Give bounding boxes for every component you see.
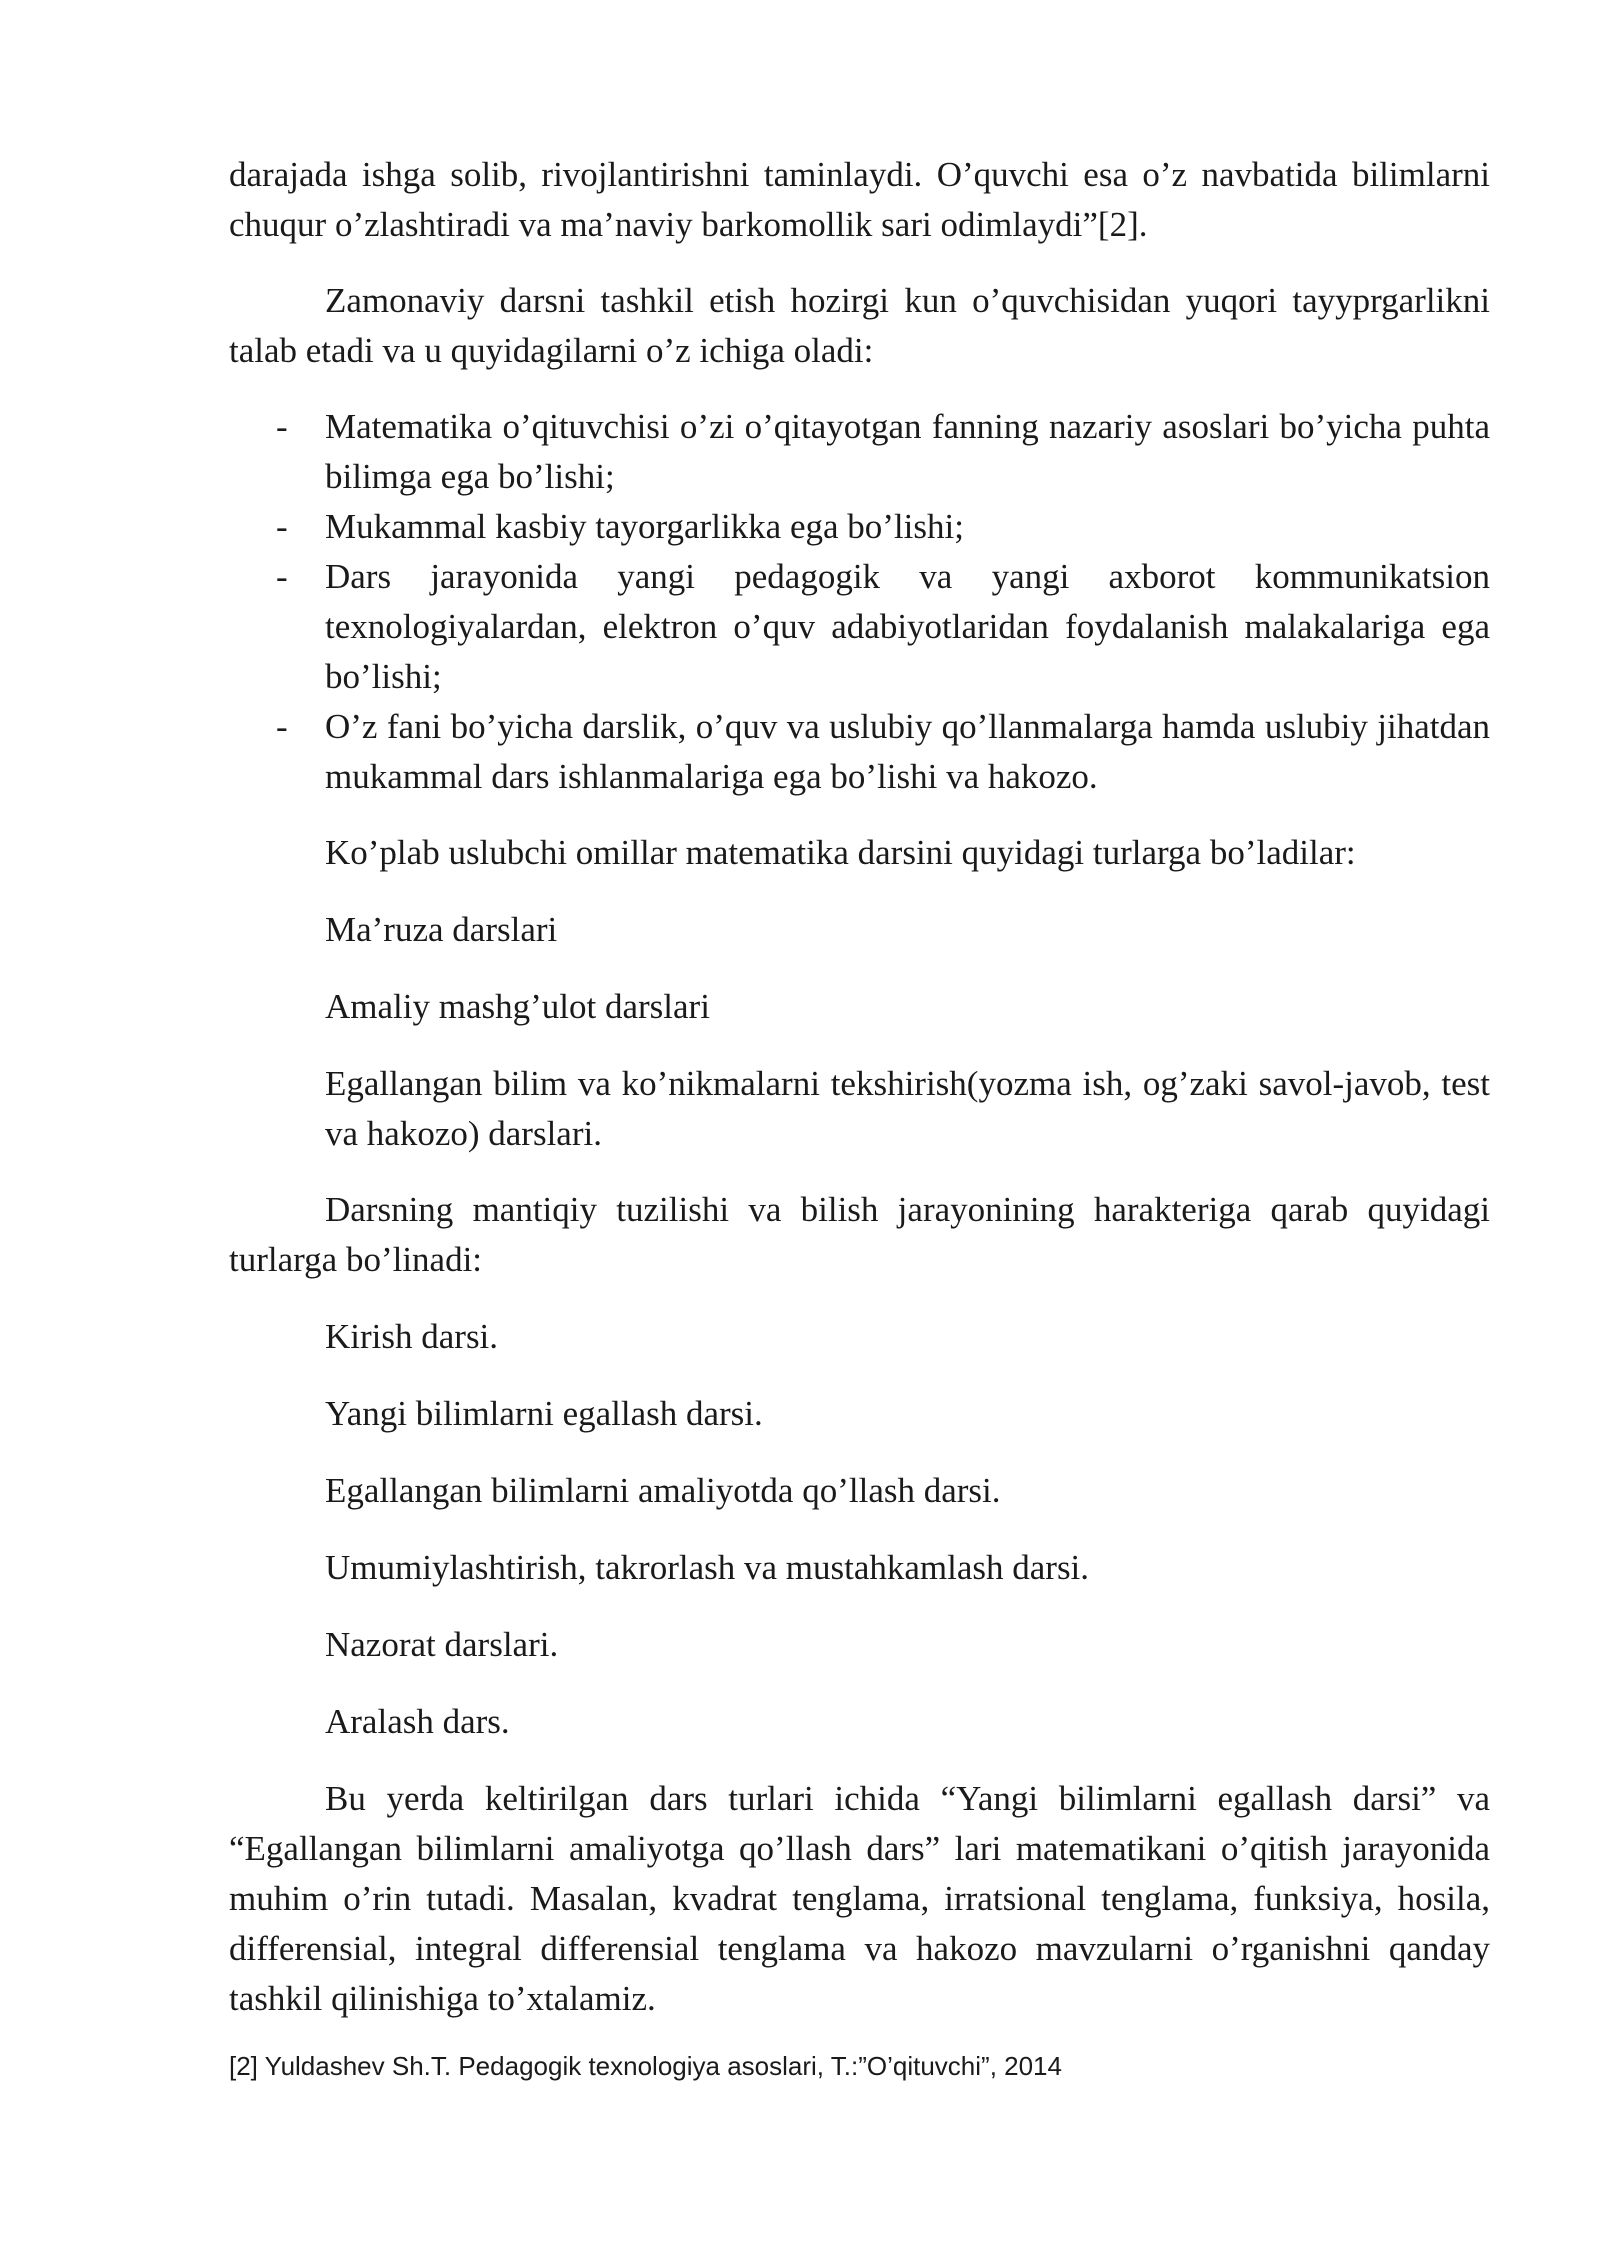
paragraph-continuation: darajada ishga solib, rivojlantirishni taminlaydi. O’quvchi esa o’z navbatida bilimlarni chuqur o’zlashtiradi va ma’naviy barkomollik sari odimlaydi”[2]. [229,155,1490,244]
list-item: Dars jarayonida yangi pedagogik va yangi axborot kommunikatsion texnologiyalardan, elektron o’quv adabiyotlaridan foydalanish malakalariga ega bo’lishi; [325,557,1490,696]
paragraph-modern-lesson: Zamonaviy darsni tashkil etish hozirgi kun o’quvchisidan yuqori tayyprgarlikni talab etadi va u quyidagilarni o’z ichiga oladi: [229,281,1490,370]
lesson-type-item: Amaliy mashg’ulot darslari [325,987,710,1026]
structure-type-item: Umumiylashtirish, takrorlash va mustahkamlash darsi. [325,1548,1090,1587]
lesson-type-item: Egallangan bilim va ko’nikmalarni tekshirish(yozma ish, og’zaki savol-javob, test va hakozo) darslari. [325,1064,1490,1153]
paragraph-conclusion: Bu yerda keltirilgan dars turlari ichida “Yangi bilimlarni egallash darsi” va “Egallangan bilimlarni amaliyotga qo’llash dars” lari matematikani o’qitish jarayonida muhim o’rin tutadi. Masalan, kvadrat tenglama, irratsional tenglama, funksiya, hosila, differensial, integral differensial tenglama va hakozo mavzularni o’rganishni qanday tashkil qilinishiga to’xtalamiz. [229,1779,1490,2018]
list-item: Mukammal kasbiy tayorgarlikka ega bo’lishi; [325,507,964,546]
footnote: [2] Yuldashev Sh.T. Pedagogik texnologiya asoslari, T.:”O’qituvchi”, 2014 [229,2051,1062,2081]
structure-type-item: Aralash dars. [325,1702,510,1741]
structure-type-item: Kirish darsi. [325,1317,499,1356]
structure-type-item: Yangi bilimlarni egallash darsi. [325,1394,763,1433]
structure-type-item: Nazorat darslari. [325,1625,559,1664]
paragraph-structure-intro: Darsning mantiqiy tuzilishi va bilish jarayonining harakteriga qarab quyidagi turlarga bo’linadi: [229,1190,1490,1279]
list-bullet: - [276,407,288,446]
list-bullet: - [276,557,288,596]
lesson-type-item: Ma’ruza darslari [325,910,558,949]
structure-type-item: Egallangan bilimlarni amaliyotda qo’llash darsi. [325,1471,1001,1510]
list-bullet: - [276,507,288,546]
list-item: O’z fani bo’yicha darslik, o’quv va uslubiy qo’llanmalarga hamda uslubiy jihatdan mukammal dars ishlanmalariga ega bo’lishi va hakozo. [325,707,1490,796]
list-bullet: - [276,707,288,746]
types-intro: Ko’plab uslubchi omillar matematika darsini quyidagi turlarga bo’ladilar: [325,833,1356,872]
list-item: Matematika o’qituvchisi o’zi o’qitayotgan fanning nazariy asoslari bo’yicha puhta bilimga ega bo’lishi; [325,407,1490,496]
